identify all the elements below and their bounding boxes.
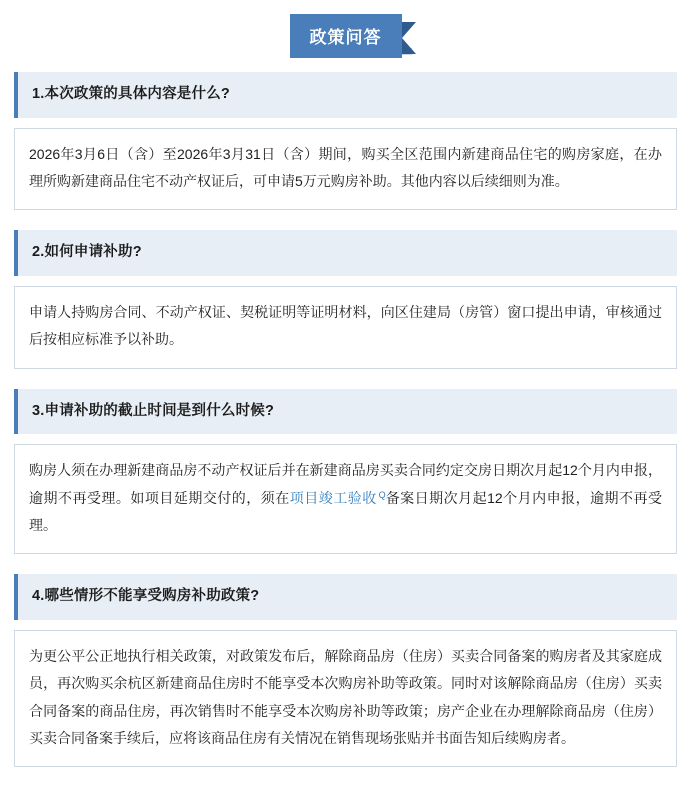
banner [290, 14, 402, 58]
qa-block [14, 72, 677, 210]
qa-block [14, 574, 677, 767]
page-header [14, 0, 677, 72]
answer-text [14, 630, 677, 767]
question-heading: 1.本次政策的具体内容是什么? [14, 72, 677, 118]
answer-text [14, 286, 677, 369]
glossary-link[interactable]: 项目竣工验收 Q [290, 490, 386, 506]
question-heading: 3.申请补助的截止时间是到什么时候? [14, 389, 677, 435]
banner-fold-icon [402, 22, 416, 54]
glossary-marker-icon: Q [378, 489, 386, 500]
page-title: 政策问答 [290, 14, 402, 58]
answer-text [14, 444, 677, 554]
question-heading: 2.如何申请补助? [14, 230, 677, 276]
answer-segment: 2026年3月6日（含）至2026年3月31日（含）期间，购买全区范围内新建商品住宅的购房家庭，在办理所购新建商品住宅不动产权证后，可申请5万元购房补助。其他内容以后续细则为准。 [29, 145, 662, 190]
answer-segment: 购房人须在办理新建商品房不动产权证后并在新建商品房买卖合同约定交房日期次月起12个月内申报，逾期不再受理。如项目延期交付的，须在 [29, 462, 662, 506]
answer-segment: 备案日期次月起12个月内申报，逾期不再受理。 [29, 489, 663, 534]
question-heading: 4.哪些情形不能享受购房补助政策? [14, 574, 677, 620]
answer-text [14, 128, 677, 211]
qa-block [14, 389, 677, 555]
qa-list [14, 72, 677, 767]
answer-segment: 申请人持购房合同、不动产权证、契税证明等证明材料，向区住建局（房管）窗口提出申请，审核通过后按相应标准予以补助。 [29, 304, 662, 348]
answer-segment: 为更公平公正地执行相关政策，对政策发布后，解除商品房（住房）买卖合同备案的购房者及其家庭成员，再次购买余杭区新建商品住房时不能享受本次购房补助等政策。同时对该解除商品房（住房）买卖合同备案的商品住房，再次销售时不能享受本次购房补助等政策；房产企业在办理解除商品房（住房）买卖合同备案手续后，应将该商品住房有关情况在销售现场张贴并书面告知后续购房者。 [29, 648, 662, 746]
qa-block [14, 230, 677, 368]
